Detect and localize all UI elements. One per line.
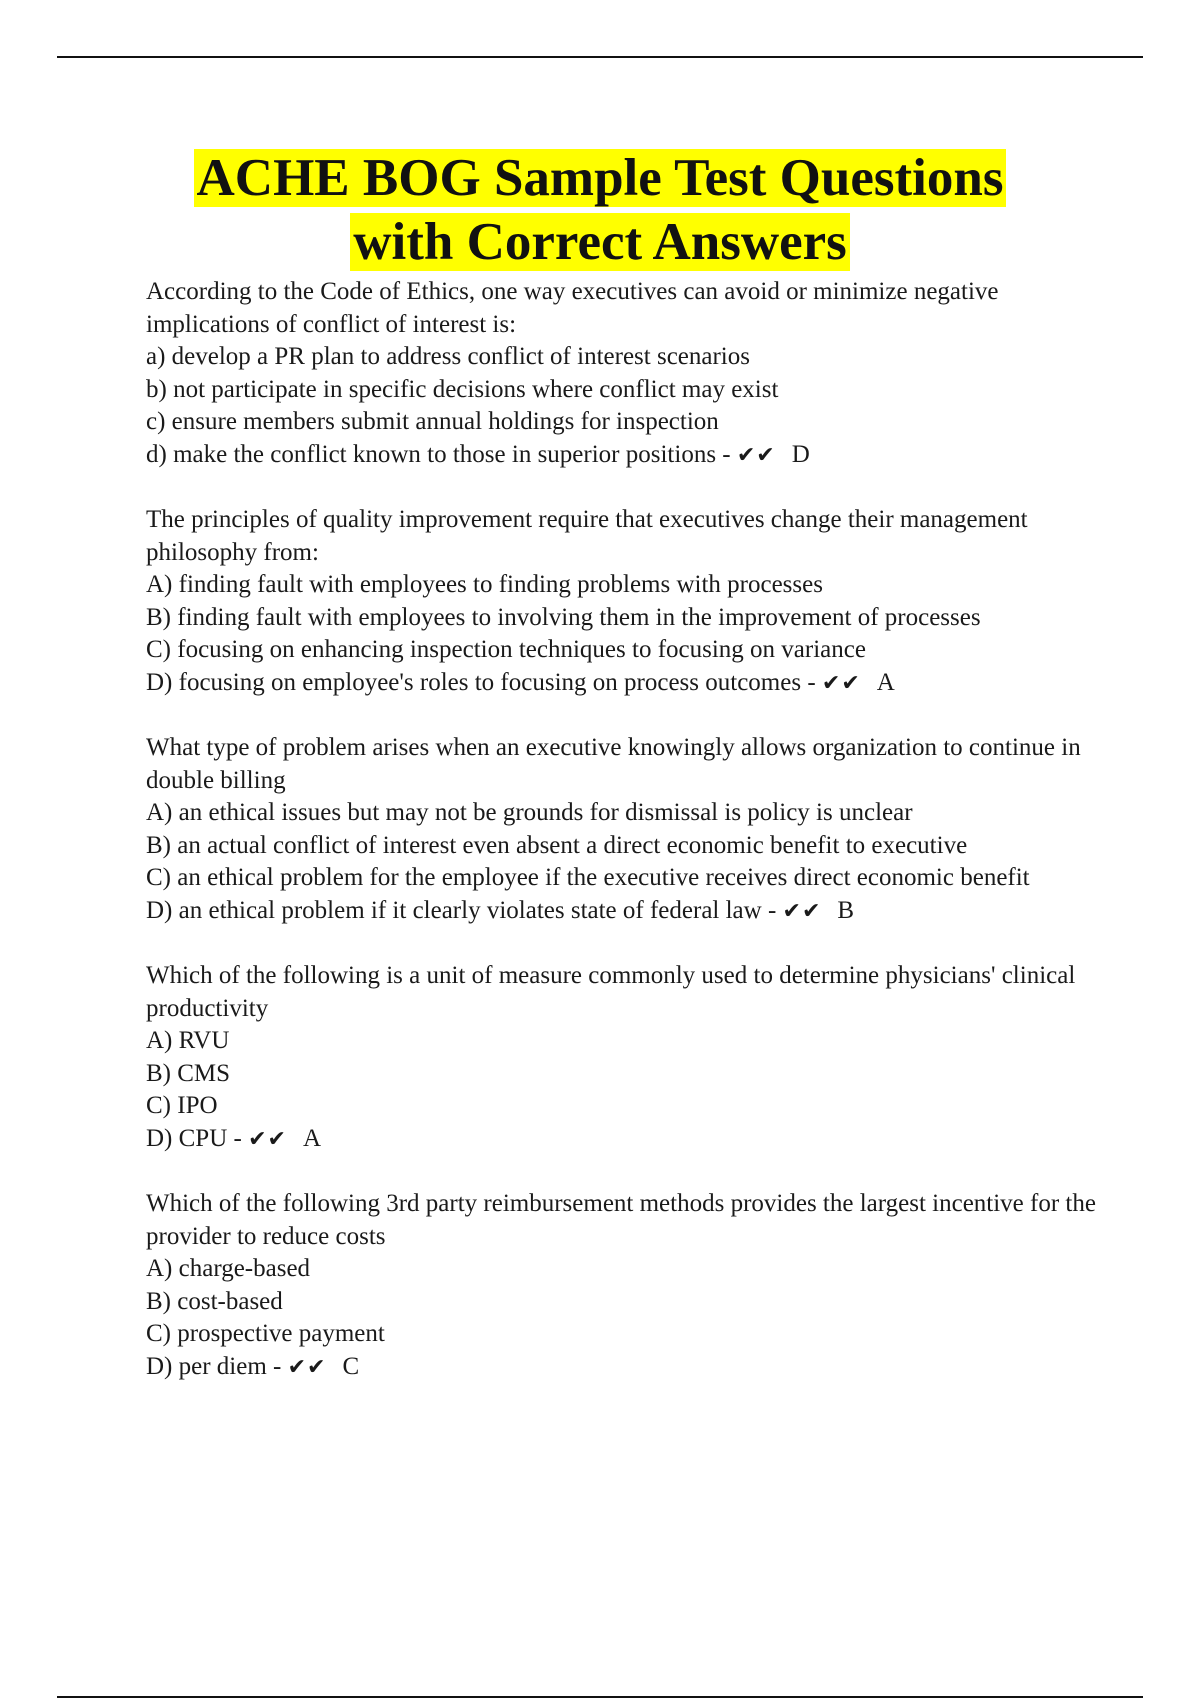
correct-answer: A [876,668,895,696]
option-d: D) CPU - [146,1124,242,1152]
option-a: a) develop a PR plan to address conflict of interest scenarios [146,343,750,370]
question-list [146,276,1096,1416]
option-c: C) prospective payment [146,1320,385,1347]
option-d-with-answer [146,1123,1096,1157]
option-b: B) an actual conflict of interest even absent a direct economic benefit to executive [146,831,968,859]
option-c: c) ensure members submit annual holdings for inspection [146,408,719,435]
option-d-with-answer [146,439,1096,473]
correct-answer: A [302,1124,322,1152]
checkmark-icon: ✔✔ [287,1354,327,1380]
correct-answer: C [342,1352,360,1380]
option-d-with-answer [146,667,1096,701]
option-a: A) charge-based [146,1255,311,1282]
option-c: C) focusing on enhancing inspection techniques to focusing on variance [146,636,866,663]
question-text: What type of problem arises when an executive knowingly allows organization to continue in double billing [146,734,1081,794]
question-text: The principles of quality improvement require that executives change their management philosophy from: [146,506,1028,566]
option-b: b) not participate in specific decisions where conflict may exist [146,375,779,403]
bottom-rule [57,1696,1143,1698]
page-title [0,146,1200,274]
option-d-with-answer [146,895,1096,929]
checkmark-icon: ✔✔ [782,898,822,924]
option-d: D) per diem - [146,1352,282,1380]
option-c: C) IPO [146,1092,218,1119]
correct-answer: D [791,440,810,468]
checkmark-icon: ✔✔ [821,670,861,696]
question-1 [146,276,1096,472]
option-a: A) an ethical issues but may not be grounds for dismissal is policy is unclear [146,799,913,826]
title-line-2: with Correct Answers [350,213,850,271]
option-d: D) focusing on employee's roles to focusing on process outcomes - [146,668,816,696]
checkmark-icon: ✔✔ [736,442,776,468]
option-c: C) an ethical problem for the employee if the executive receives direct economic benefit [146,864,1030,891]
option-a: A) finding fault with employees to finding problems with processes [146,571,823,598]
question-text: Which of the following 3rd party reimbursement methods provides the largest incentive for the provider to reduce costs [146,1190,1096,1250]
option-b: B) CMS [146,1059,231,1087]
question-text: Which of the following is a unit of measure commonly used to determine physicians' clinical productivity [146,962,1076,1022]
option-b: B) finding fault with employees to involving them in the improvement of processes [146,603,981,631]
question-3 [146,732,1096,928]
option-d: d) make the conflict known to those in superior positions - [146,440,731,468]
question-2 [146,504,1096,700]
option-d: D) an ethical problem if it clearly violates state of federal law - [146,896,777,924]
question-4 [146,960,1096,1156]
question-text: According to the Code of Ethics, one way executives can avoid or minimize negative implications of conflict of interest is: [146,278,999,338]
top-rule [57,56,1143,58]
option-b: B) cost-based [146,1287,283,1315]
correct-answer: B [837,896,855,924]
option-a: A) RVU [146,1027,230,1054]
checkmark-icon: ✔✔ [248,1126,287,1152]
question-5 [146,1188,1096,1384]
option-d-with-answer [146,1351,1096,1385]
title-line-1: ACHE BOG Sample Test Questions [194,149,1007,207]
